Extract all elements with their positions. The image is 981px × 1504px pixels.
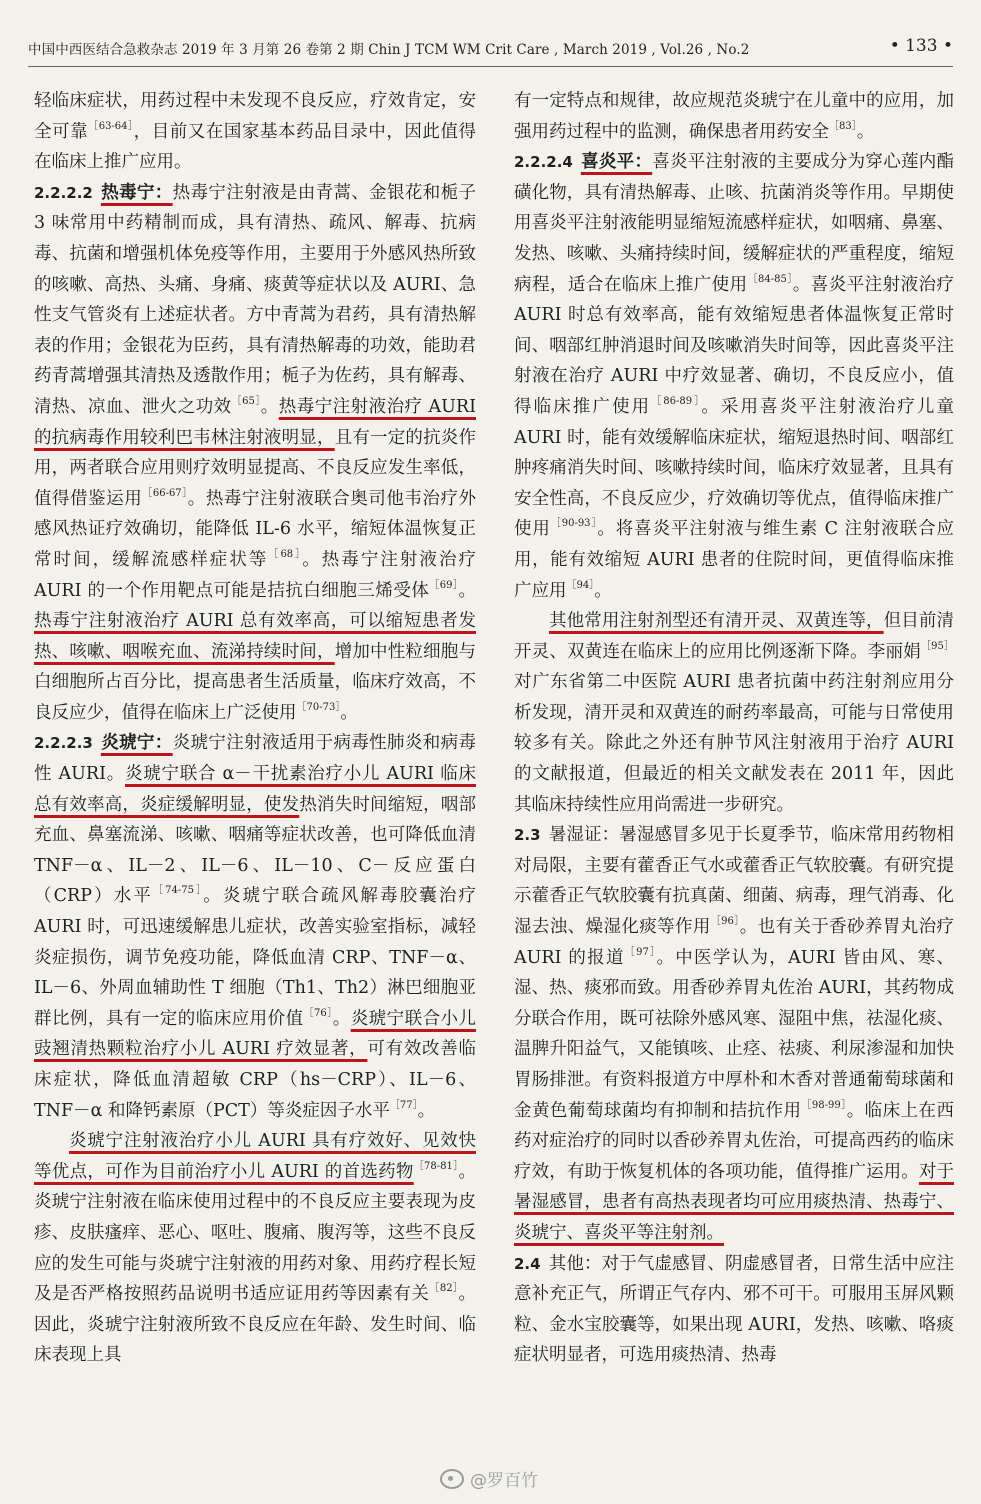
text: 。将喜炎平注射液与维生素 C 注射液联合应用，能有效缩短 AURI 患者的住院时间，更值得临床推广应用 — [514, 519, 955, 601]
weibo-icon — [440, 1469, 464, 1489]
underlined-text: 热毒宁注射液治疗 AURI 总有效率高，可以缩短患者发热、咳嗽、咽喉充血、流涕持续时间， — [34, 611, 476, 662]
citation-ref: ［76］ — [303, 1007, 333, 1019]
citation-ref: ［74-75］ — [153, 885, 204, 897]
section-topic: 其他： — [548, 1253, 602, 1274]
text: 对广东省第二中医院 AURI 患者抗菌中药注射剂应用分析发现，清开灵和双黄连的耐药率最高，可能与日常使用较多有关。除此之外还有肿节风注射液用于治疗 AURI 的文献报道，但最近的相关文献发表在 2011 年，因此其临床持续性应用尚需进一步研究。 — [514, 672, 954, 815]
text: 。 — [856, 121, 875, 142]
section-number: 2.2.2.4 — [514, 153, 573, 172]
section-topic: 喜炎平： — [580, 152, 653, 173]
text: 。 — [260, 396, 279, 417]
text: 。热毒宁注射液治疗 AURI 的一个作用靶点可能是拮抗白细胞三烯受体 — [34, 549, 477, 601]
citation-ref: ［65］ — [231, 395, 261, 407]
watermark-text: @罗百竹 — [470, 1471, 538, 1491]
paragraph — [34, 1126, 476, 1371]
text: 。 — [340, 702, 358, 723]
text: 且有一定的抗炎作用，两者联合应用则疗效明显提高、不良反应发生率低，值得借鉴运用 — [34, 427, 476, 509]
section-2-4 — [514, 1249, 954, 1371]
section-number: 2.4 — [514, 1254, 541, 1273]
text: 。热毒宁注射液联合奥司他韦治疗外感风热证疗效确切，能降低 IL-6 水平，缩短体温恢复正常时间，缓解流感样症状等 — [34, 488, 477, 570]
citation-ref: ［82］ — [429, 1283, 459, 1295]
text: 热毒宁注射液是由青蒿、金银花和栀子 3 味常用中药精制而成，具有清热、疏风、解毒、抗病毒、抗菌和增强机体免疫等作用，主要用于外感风热所致的咳嗽、高热、头痛、身痛、痰黄等症状以及 AURI、急性支气管炎有上述症状者。方中青蒿为君药，具有清热解表的作用；金银花为臣药，具有清热解毒的功效，能助君药青蒿增强其清热及透散作用；栀子为佐药，具有解毒、清热、凉血、泄火之功效 — [34, 182, 477, 417]
citation-ref: ［77］ — [389, 1099, 418, 1111]
underlined-text: 炎琥宁联合 α－干扰素治疗小儿 AURI 临床总有效率高，炎症缓解明显，使发 — [34, 764, 477, 815]
underlined-text: 对于暑湿感冒，患者有高热表现者均可应用痰热清、热毒宁、炎琥宁、喜炎平等注射剂。 — [514, 1161, 955, 1243]
text: 可有效改善临床症状，降低血清超敏 CRP（hs－CRP）、IL－6、TNF－α 和降钙素原（PCT）等炎症因子水平 — [34, 1039, 477, 1121]
underlined-text: 热毒宁注射液治疗 AURI 的抗病毒作用较利巴韦林注射液明显， — [34, 396, 477, 448]
text: 有一定特点和规律，故应规范炎琥宁在儿童中的应用，加强用药过程中的监测，确保患者用药安全 — [514, 91, 954, 142]
running-header — [28, 38, 953, 62]
text: 喜炎平注射液的主要成分为穿心莲内酯磺化物，具有清热解毒、止咳、抗菌消炎等作用。早期使用喜炎平注射液能明显缩短流感样症状，如咽痛、鼻塞、发热、咳嗽、头痛持续时间，缓解症状的严重程度，缩短病程，适合在临床上推广使用 — [514, 152, 955, 295]
text: 炎琥宁注射液适用于病毒性肺炎和病毒性 AURI。 — [34, 733, 477, 785]
text: 增加中性粒细胞与白细胞所占百分比，提高患者生活质量，临床疗效高，不良反应少，值得在临床上广泛使用 — [34, 641, 476, 723]
section-2-3 — [514, 820, 954, 1248]
underlined-text: 其他常用注射剂型还有清开灵、双黄连等， — [549, 611, 884, 632]
right-column — [514, 86, 954, 1371]
paragraph — [34, 86, 476, 178]
citation-ref: ［70-73］ — [296, 701, 341, 713]
left-column — [34, 86, 476, 1371]
header-rule — [28, 66, 953, 67]
underlined-text: 炎琥宁联合小儿豉翘清热颗粒治疗小儿 AURI 疗效显著， — [34, 1008, 477, 1060]
text: 对于气虚感冒、阴虚感冒者，日常生活中应注意补充正气，所谓正气存内、邪不可干。可服用玉屏风颗粒、金水宝胶囊等，如果出现 AURI，发热、咳嗽、咯痰症状明显者，可选用痰热清、热毒 — [514, 1253, 955, 1366]
text: 轻临床症状，用药过程中未发现不良反应，疗效肯定，安全可靠 — [34, 91, 476, 142]
citation-ref: ［97］ — [624, 946, 657, 958]
watermark — [440, 1466, 538, 1491]
text: 热消失时间缩短，咽部充血、鼻塞流涕、咳嗽、咽痛等症状改善，也可降低血清 TNF－α、IL－2、IL－6、IL－10、C－反应蛋白（CRP）水平 — [34, 794, 476, 907]
citation-ref: ［98-99］ — [801, 1099, 847, 1111]
citation-ref: ［78-81］ — [413, 1160, 459, 1172]
section-topic: 热毒宁： — [100, 182, 173, 203]
text: 。炎琥宁联合疏风解毒胶囊治疗 AURI 时，可迅速缓解患儿症状，改善实验室指标，减轻炎症损伤，调节免疫功能，降低血清 CRP、TNF－α、IL－6、外周血辅助性 T 细胞（Th1、Th2）淋巴细胞亚群比例，具有一定的临床应用价值 — [34, 886, 476, 1029]
text: 。也有关于香砂养胃丸治疗 AURI 的报道 — [514, 917, 954, 968]
text: 。炎琥宁注射液在临床使用过程中的不良反应主要表现为皮疹、皮肤瘙痒、恶心、呕吐、腹痛、腹泻等，这些不良反应的发生可能与炎琥宁注射液的用药对象、用药疗程长短及是否严格按照药品说明书适应证用药等因素有关 — [34, 1161, 476, 1305]
text: 。采用喜炎平注射液治疗儿童 AURI 时，能有效缓解临床症状，缩短退热时间、咽部红肿疼痛消失时间、咳嗽持续时间，临床疗效显著，且具有安全性高，不良反应少，疗效确切等优点，值得临床推广使用 — [514, 396, 955, 540]
paragraph — [514, 86, 954, 147]
citation-ref: ［86-89］ — [651, 395, 702, 407]
section-topic: 暑湿证： — [548, 825, 620, 846]
text: 。中医学认为，AURI 皆由风、寒、湿、热、痰邪而致。用香砂养胃丸佐治 AURI，其药物成分联合作用，既可祛除外感风寒、湿阻中焦，祛湿化痰、温脾升阳益气，又能镇咳、止痉、祛痰、利尿渗湿和加快胃肠排泄。有资料报道方中厚朴和木香对普通葡萄球菌和金黄色葡萄球菌均有抑制和拮抗作用 — [514, 947, 954, 1121]
text: 。喜炎平注射液治疗 AURI 时总有效率高，能有效缩短患者体温恢复正常时间、咽部红肿消退时间及咳嗽消失时间等，因此喜炎平注射液在治疗 AURI 中疗效显著、确切，不良反应小，值得临床推广使用 — [514, 274, 955, 417]
text: 。因此，炎琥宁注射液所致不良反应在年龄、发生时间、临床表现上具 — [34, 1284, 476, 1366]
text: 。 — [332, 1008, 351, 1029]
citation-ref: ［96］ — [710, 916, 740, 928]
citation-ref: ［95］ — [920, 640, 954, 652]
citation-ref: ［69］ — [429, 579, 459, 591]
citation-ref: ［84-85］ — [747, 273, 793, 285]
section-2-2-2-3 — [34, 728, 476, 1126]
citation-ref: ［63-64］ — [88, 120, 134, 132]
citation-ref: ［94］ — [566, 579, 595, 591]
section-2-2-2-2 — [34, 178, 476, 729]
section-2-2-2-4 — [514, 147, 954, 606]
section-number: 2.2.2.3 — [34, 734, 93, 753]
text: 暑湿感冒多见于长夏季节，临床常用药物相对局限，主要有藿香正气水或藿香正气软胶囊。有研究提示藿香正气软胶囊有抗真菌、细菌、病毒，理气消毒、化湿去浊、燥湿化痰等作用 — [514, 825, 955, 938]
citation-ref: ［83］ — [829, 120, 857, 132]
page-number: • 133 • — [889, 36, 953, 56]
text: 。临床上在西药对症治疗的同时以香砂养胃丸佐治，可提高西药的临床疗效，有助于恢复机体的各项功能，值得推广运用。 — [514, 1100, 955, 1182]
section-topic: 炎琥宁： — [100, 733, 173, 754]
underlined-text: 炎琥宁注射液治疗小儿 AURI 具有疗效好、见效快等优点，可作为目前治疗小儿 AURI 的首选药物 — [34, 1131, 476, 1182]
journal-citation: 中国中西医结合急救杂志 2019 年 3 月第 26 卷第 2 期 Chin J TCM WM Crit Care , March 2019 , Vol.26 , No.2 — [28, 42, 750, 58]
section-number: 2.2.2.2 — [34, 183, 93, 202]
text: 但目前清开灵、双黄连在临床上的应用比例逐渐下降。李丽娟 — [514, 611, 955, 662]
citation-ref: ［66-67］ — [142, 487, 188, 499]
text: 。 — [417, 1100, 436, 1121]
text: 。 — [594, 580, 612, 601]
citation-ref: ［90-93］ — [550, 518, 598, 530]
text: 。 — [458, 580, 476, 601]
text: ，目前又在国家基本药品目录中，因此值得在临床上推广应用。 — [34, 121, 477, 173]
citation-ref: ［68］ — [268, 548, 303, 560]
section-number: 2.3 — [514, 826, 541, 845]
paragraph — [514, 606, 954, 820]
